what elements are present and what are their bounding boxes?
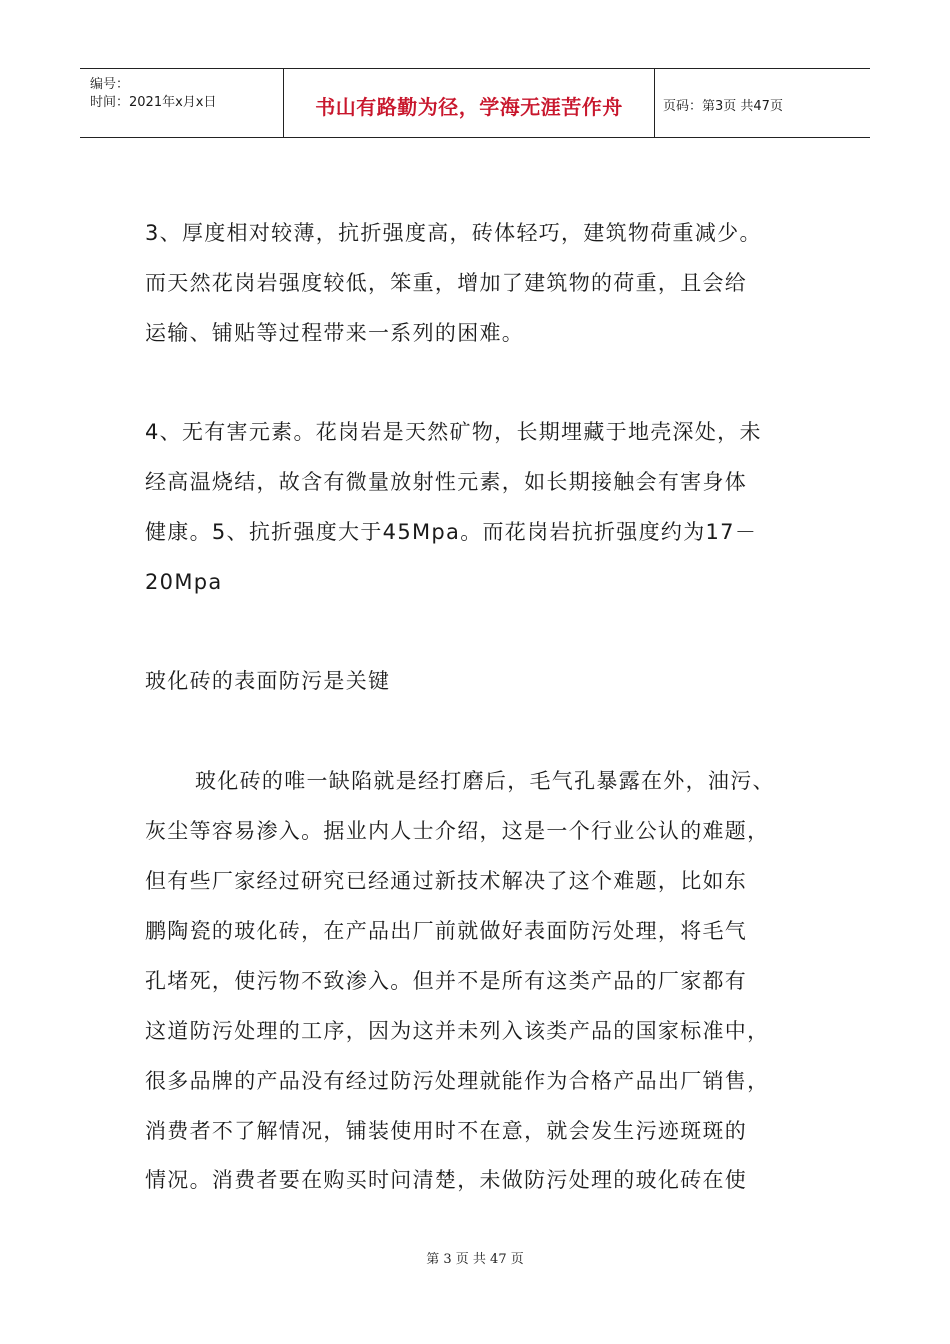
page-footer: 第 3 页 共 47 页 — [426, 1252, 524, 1267]
body-line: 灰尘等容易渗入。据业内人士介绍，这是一个行业公认的难题， — [145, 819, 770, 843]
body-line: 20Mpa — [145, 570, 223, 594]
body-line: 玻化砖的唯一缺陷就是经打磨后，毛气孔暴露在外，油污、 — [195, 769, 775, 793]
body-line: 鹏陶瓷的玻化砖，在产品出厂前就做好表面防污处理，将毛气 — [145, 919, 748, 943]
body-line: 经高温烧结，故含有微量放射性元素，如长期接触会有害身体 — [145, 470, 748, 494]
header-meta-cell — [80, 69, 284, 137]
header-motto: 书山有路勤为径，学海无涯苦作舟 — [315, 95, 623, 119]
body-line: 健康。5、抗折强度大于45Mpa。而花岗岩抗折强度约为17－ — [145, 520, 758, 544]
header-page-number: 页码：第3页 共47页 — [663, 99, 783, 114]
body-line: 运输、铺贴等过程带来一系列的困难。 — [145, 321, 525, 345]
body-line: 孔堵死，使污物不致渗入。但并不是所有这类产品的厂家都有 — [145, 969, 748, 993]
body-line: 很多品牌的产品没有经过防污处理就能作为合格产品出厂销售， — [145, 1069, 770, 1093]
body-line: 3、厚度相对较薄，抗折强度高，砖体轻巧，建筑物荷重减少。 — [145, 221, 762, 245]
section-heading: 玻化砖的表面防污是关键 — [145, 669, 391, 693]
document-number-label: 编号： — [90, 77, 130, 92]
body-line: 而天然花岗岩强度较低，笨重，增加了建筑物的荷重，且会给 — [145, 271, 748, 295]
body-line: 这道防污处理的工序，因为这并未列入该类产品的国家标准中， — [145, 1019, 770, 1043]
document-date-label: 时间：2021年x月x日 — [90, 95, 217, 110]
body-line: 情况。消费者要在购买时问清楚，未做防污处理的玻化砖在使 — [145, 1168, 748, 1192]
header-page-cell — [655, 69, 870, 137]
page-header — [80, 68, 870, 138]
body-line: 消费者不了解情况，铺装使用时不在意，就会发生污迹斑斑的 — [145, 1119, 748, 1143]
header-motto-cell — [284, 69, 655, 137]
body-line: 但有些厂家经过研究已经通过新技术解决了这个难题，比如东 — [145, 869, 748, 893]
body-line: 4、无有害元素。花岗岩是天然矿物，长期埋藏于地壳深处，未 — [145, 420, 762, 444]
